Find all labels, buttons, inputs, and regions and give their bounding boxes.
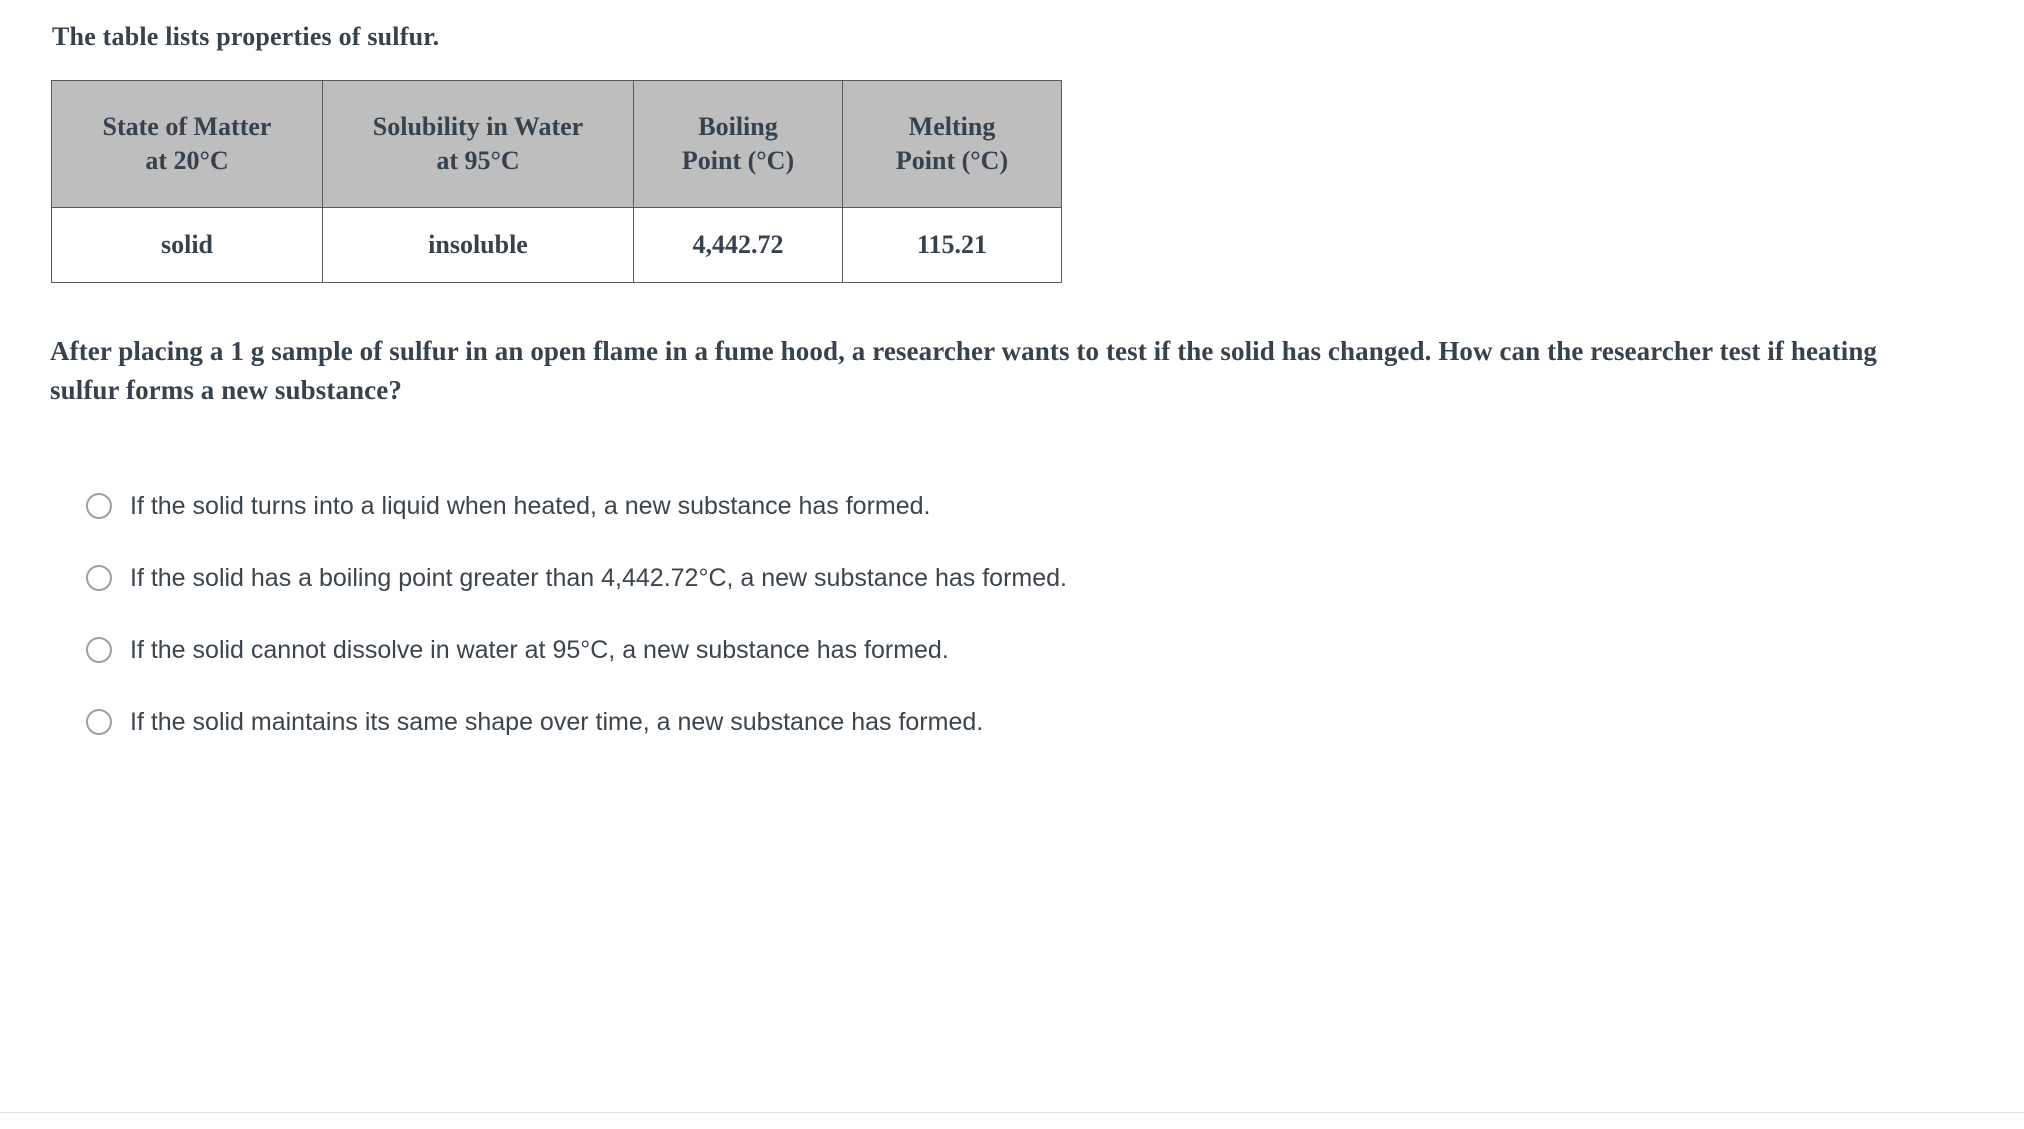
answer-choice-label: If the solid cannot dissolve in water at 95°C, a new substance has formed. bbox=[130, 636, 949, 664]
cell-solubility: insoluble bbox=[323, 208, 634, 283]
column-header-state-of-matter bbox=[52, 81, 323, 208]
column-header-line2: at 20°C bbox=[145, 146, 229, 175]
column-header-line1: Boiling bbox=[698, 111, 778, 141]
cell-state-of-matter: solid bbox=[52, 208, 323, 283]
radio-button-icon[interactable] bbox=[86, 709, 112, 735]
column-header-line1: State of Matter bbox=[102, 111, 272, 141]
answer-choice-1[interactable] bbox=[86, 470, 1686, 542]
radio-button-icon[interactable] bbox=[86, 565, 112, 591]
table-header bbox=[52, 81, 1062, 208]
cell-boiling-point: 4,442.72 bbox=[634, 208, 843, 283]
answer-choice-label: If the solid turns into a liquid when heated, a new substance has formed. bbox=[130, 492, 931, 520]
column-header-line2: at 95°C bbox=[436, 146, 520, 175]
footer-divider bbox=[0, 1112, 2024, 1113]
column-header-melting-point bbox=[843, 81, 1062, 208]
question-prompt: After placing a 1 g sample of sulfur in an open flame in a fume hood, a researcher wants to test if the solid has changed. How can the researcher test if heating sulfur forms a new substance? bbox=[50, 336, 1878, 406]
column-header-boiling-point bbox=[634, 81, 843, 208]
sulfur-properties-table bbox=[51, 80, 1062, 283]
table-header-row bbox=[52, 81, 1062, 208]
column-header-line2: Point (°C) bbox=[681, 146, 795, 175]
column-header-line2: Point (°C) bbox=[895, 146, 1009, 175]
answer-choice-label: If the solid has a boiling point greater than 4,442.72°C, a new substance has formed. bbox=[130, 564, 1067, 592]
answer-choice-2[interactable] bbox=[86, 542, 1686, 614]
radio-button-icon[interactable] bbox=[86, 637, 112, 663]
answer-choice-4[interactable] bbox=[86, 686, 1686, 758]
answer-choice-label: If the solid maintains its same shape over time, a new substance has formed. bbox=[130, 708, 984, 736]
table-body bbox=[52, 208, 1062, 283]
intro-text: The table lists properties of sulfur. bbox=[52, 22, 440, 51]
table-row bbox=[52, 208, 1062, 283]
answer-choice-3[interactable] bbox=[86, 614, 1686, 686]
column-header-line1: Solubility in Water bbox=[372, 111, 584, 141]
answer-choices bbox=[86, 470, 1686, 758]
column-header-line1: Melting bbox=[908, 111, 996, 141]
radio-button-icon[interactable] bbox=[86, 493, 112, 519]
cell-melting-point: 115.21 bbox=[843, 208, 1062, 283]
column-header-solubility bbox=[323, 81, 634, 208]
